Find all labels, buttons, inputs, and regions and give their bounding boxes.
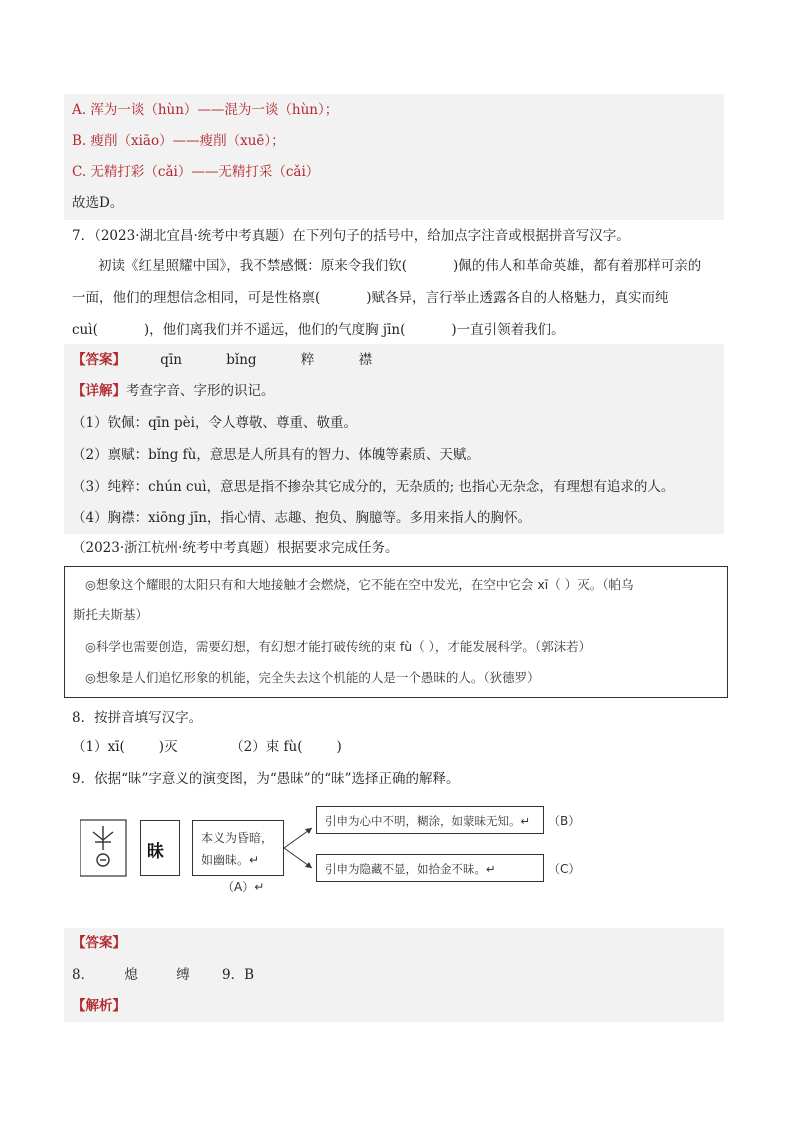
q7-answer-line <box>72 350 372 370</box>
q7-passage-line1: 初读《红星照耀中国》，我不禁感慨：原来令我们钦( )佩的伟人和革命英雄，都有着那样可亲的 <box>98 258 702 274</box>
q89-analysis-label: 【解析】 <box>72 998 126 1014</box>
conclusion-line: 故选D。 <box>72 195 124 211</box>
q89-answer-label: 【答案】 <box>72 935 126 951</box>
answer-4: 襟 <box>358 352 373 368</box>
char-box <box>140 820 180 876</box>
origin-label: （A）↵ <box>222 880 265 894</box>
detail-3: （3）纯粹：chún cuì，意思是指不掺杂其它成分的，无杂质的; 也指心无杂念，有理想有追求的人。 <box>72 479 675 495</box>
extension-box-b: 引申为心中不明，糊涂，如蒙昧无知。↵ <box>316 806 544 834</box>
q7-passage-line3: cuì( )，他们离我们并不遥远，他们的气度胸 jīn( )一直引领着我们。 <box>72 322 565 338</box>
detail-1: （1）钦佩：qīn pèi，令人尊敬、尊重、敬重。 <box>72 415 357 431</box>
quote-box <box>64 566 728 698</box>
q7-detail-line: 【详解】考查字音、字形的识记。 <box>72 383 275 399</box>
option-c-line: C. 无精打彩（cǎi）——无精打采（cǎi） <box>72 164 320 180</box>
detail-2: （2）禀赋：bǐng fù，意思是人所具有的智力、体魄等素质、天赋。 <box>72 447 480 463</box>
q7-title: 7．（2023·湖北宜昌·统考中考真题）在下列句子的括号中，给加点字注音或根据拼音写汉字。 <box>72 228 630 244</box>
answer-shade-q7 <box>64 344 724 534</box>
answer-label: 【答案】 <box>72 352 126 368</box>
q8-items: （1）xī( )灭 （2）束 fù( ) <box>72 739 342 755</box>
detail-label: 【详解】 <box>72 383 126 399</box>
ancient-glyph-icon <box>93 826 113 866</box>
character-evolution-diagram <box>80 798 590 898</box>
origin-box: 本义为昏暗， 如幽昧。↵ <box>192 820 284 876</box>
quote-2: ◎科学也需要创造，需要幻想，有幻想才能打破传统的束 fù（ ），才能发展科学。（郭沫若） <box>85 639 592 654</box>
quote-1a: ◎想象这个耀眼的太阳只有和大地接触才会燃烧，它不能在空中发光，在空中它会 xī（ ）灭。（帕乌 <box>85 577 634 592</box>
extension-label-c: （C） <box>548 862 581 876</box>
detail-4: （4）胸襟：xiōng jīn，指心情、志趣、抱负、胸臆等。多用来指人的胸怀。 <box>72 510 531 526</box>
q89-answers: 8． 熄 缚 9．B <box>72 967 254 983</box>
answer-1: qīn <box>160 352 182 368</box>
zhejiang-intro: （2023·浙江杭州·统考中考真题）根据要求完成任务。 <box>72 540 399 556</box>
diagram-char: 昧 <box>147 842 164 862</box>
q7-passage-line2: 一面，他们的理想信念相同，可是性格禀( )赋各异，言行举止透露各自的人格魅力，真实而纯 <box>72 290 669 306</box>
option-a-line: A. 浑为一谈（hùn）——混为一谈（hùn）； <box>72 102 339 118</box>
quote-1b: 斯托夫斯基） <box>73 607 149 622</box>
answer-2: bǐng <box>226 352 257 368</box>
option-b-line: B. 瘦削（xiāo）——瘦削（xuē）； <box>72 133 285 149</box>
answer-3: 粹 <box>300 352 315 368</box>
extension-label-b: （B） <box>548 814 581 828</box>
extension-box-c: 引申为隐藏不显，如拾金不昧。↵ <box>316 854 544 882</box>
q9-title: 9．依据“昧”字意义的演变图，为“愚昧”的“昧”选择正确的解释。 <box>72 771 460 787</box>
quote-3: ◎想象是人们追忆形象的机能，完全失去这个机能的人是一个愚昧的人。（狄德罗） <box>85 670 540 685</box>
q8-title: 8．按拼音填写汉字。 <box>72 710 203 726</box>
